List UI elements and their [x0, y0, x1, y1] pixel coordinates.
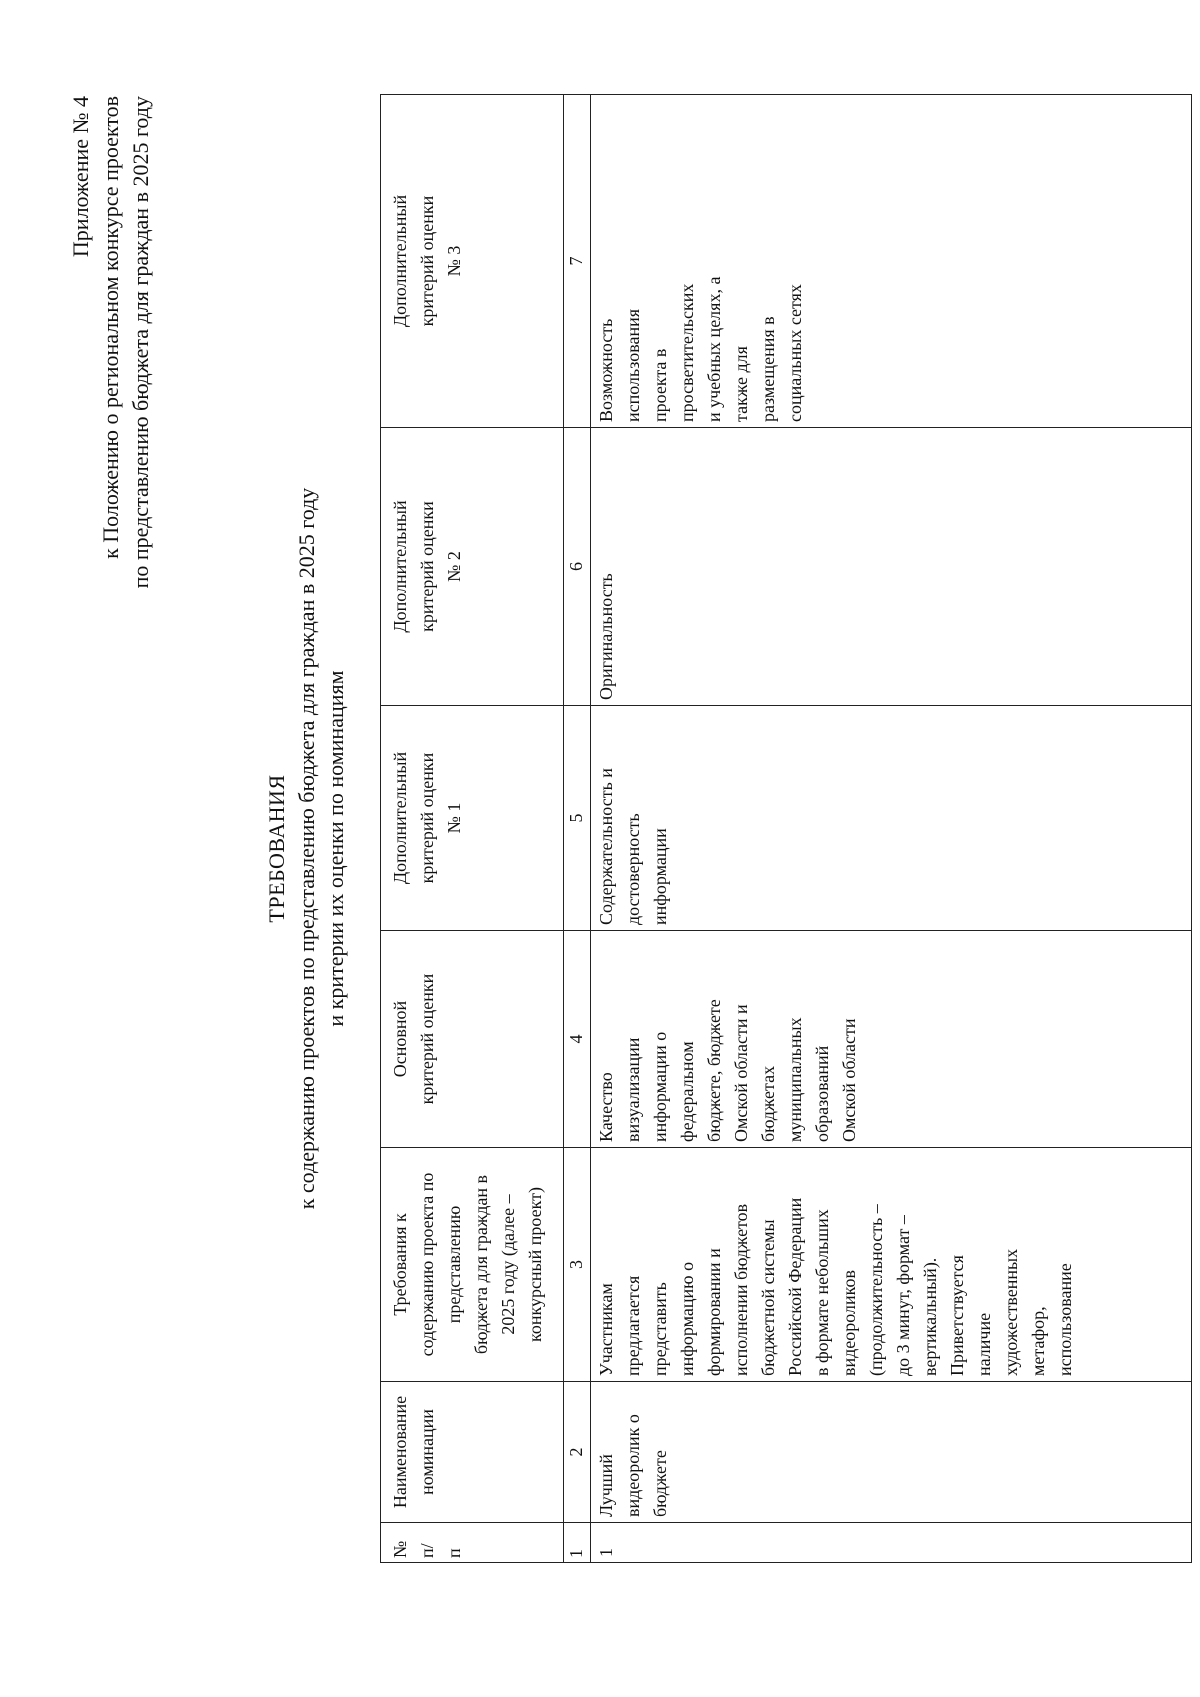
column-number-4: 4	[564, 931, 591, 1148]
appendix-number: Приложение № 4	[68, 96, 93, 258]
header-extra-criterion-3: Дополнительный критерий оценки № 3	[381, 95, 564, 428]
column-number-1: 1	[564, 1523, 591, 1563]
requirements-table	[380, 94, 1192, 1563]
table-header-row	[381, 95, 564, 1563]
nomination-cell: Лучший видеоролик о бюджете	[591, 1382, 1192, 1523]
header-extra-criterion-1: Дополнительный критерий оценки № 1	[381, 706, 564, 931]
header-extra-criterion-2: Дополнительный критерий оценки № 2	[381, 428, 564, 706]
document-title: ТРЕБОВАНИЯ	[264, 774, 289, 923]
appendix-header	[66, 96, 156, 856]
column-numbers-row	[564, 95, 591, 1563]
document-subtitle-line-2: и критерии их оценки по номинациям	[323, 670, 348, 1027]
document-title-block	[262, 0, 350, 1697]
table-row	[591, 95, 1192, 1563]
document-subtitle-line-1: к содержанию проектов по представлению бюджета для граждан в 2025 году	[294, 487, 319, 1210]
extra-criterion-3-cell: Возможность использования проекта в просветительских и учебных целях, а также для размещения в социальных сетях	[591, 95, 1192, 428]
extra-criterion-1-cell: Содержательность и достоверность информации	[591, 706, 1192, 931]
header-nomination: Наименование номинации	[381, 1382, 564, 1523]
requirements-cell: Участникам предлагается представить информацию о формировании и исполнении бюджетов бюджетной системы Российской Федерации в формате небольших видеороликов (продолжительность – до 3 минут, формат – вертикальный). Приветствуется наличие художественных метафор, использование	[591, 1148, 1192, 1382]
column-number-2: 2	[564, 1382, 591, 1523]
column-number-6: 6	[564, 428, 591, 706]
appendix-reference-line-1: к Положению о региональном конкурсе проектов	[98, 96, 123, 559]
appendix-reference-line-2: по представлению бюджета для граждан в 2025 году	[128, 96, 153, 589]
main-criterion-cell: Качество визуализации информации о федеральном бюджете, бюджете Омской области и бюджетах муниципальных образований Омской области	[591, 931, 1192, 1148]
column-number-5: 5	[564, 706, 591, 931]
extra-criterion-2-cell: Оригинальность	[591, 428, 1192, 706]
header-row-number: № п/ п	[381, 1523, 564, 1563]
column-number-3: 3	[564, 1148, 591, 1382]
header-requirements: Требования к содержанию проекта по представлению бюджета для граждан в 2025 году (далее – конкурсный проект)	[381, 1148, 564, 1382]
header-main-criterion: Основной критерий оценки	[381, 931, 564, 1148]
row-number-cell: 1	[591, 1523, 1192, 1563]
column-number-7: 7	[564, 95, 591, 428]
